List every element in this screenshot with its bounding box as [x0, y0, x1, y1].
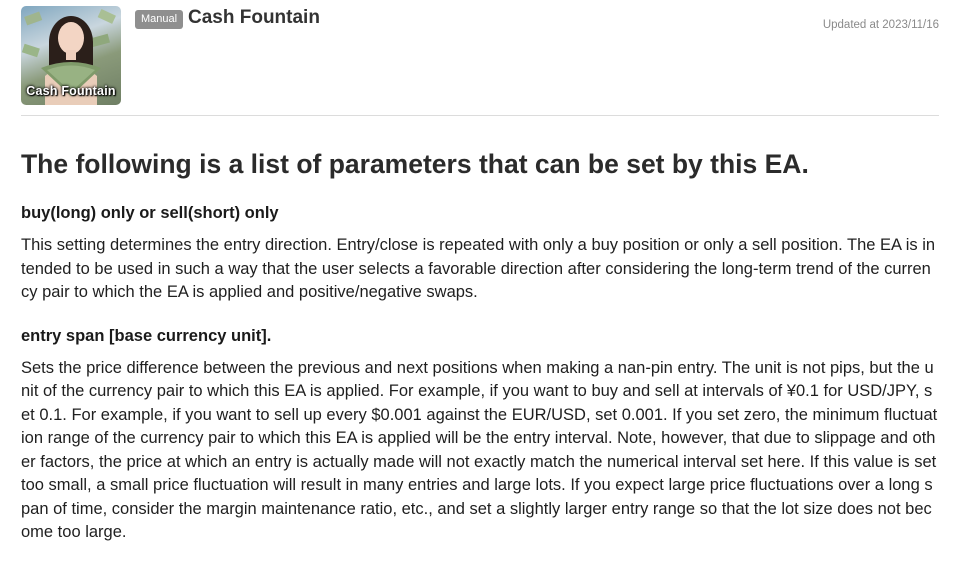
section-title-direction: buy(long) only or sell(short) only	[21, 204, 279, 222]
section-body-entry-span: Sets the price difference between the previous and next positions when making a nan-pin entry. The unit is not pips, but the unit of the currency pair to which this EA is applied. For example, if you want to buy and sell at intervals of ¥0.1 for USD/JPY, set 0.1. For example, if you want to sell up every $0.001 against the EUR/USD, set 0.001. If you set zero, the minimum fluctuation range of the currency pair to which this EA is applied will be the entry interval. Note, however, that due to slippage and other factors, the price at which an entry is actually made will not exactly match the numerical interval set here. If this value is set too small, a small price fluctuation will result in many entries and large lots. If you expect large price fluctuations over a long span of time, consider the margin maintenance ratio, etc., and set a slightly larger entry range so that the lot size does not become too large.	[21, 358, 938, 541]
manual-content	[21, 147, 939, 565]
page-heading: The following is a list of parameters that can be set by this EA.	[21, 149, 809, 179]
product-thumbnail[interactable]	[21, 6, 121, 105]
manual-badge: Manual	[135, 10, 183, 29]
header-divider	[21, 115, 939, 116]
product-title[interactable]: Cash Fountain	[188, 7, 320, 28]
product-header	[0, 0, 960, 116]
updated-date: Updated at 2023/11/16	[822, 19, 939, 31]
section-title-entry-span: entry span [base currency unit].	[21, 326, 272, 345]
section-body-direction: This setting determines the entry direction. Entry/close is repeated with only a buy position or only a sell position. The EA is intended to be used in such a way that the user selects a favorable direction after considering the long-term trend of the currency pair to which the EA is applied and positive/negative swaps.	[21, 236, 936, 301]
thumbnail-label: Cash Fountain	[26, 84, 116, 98]
